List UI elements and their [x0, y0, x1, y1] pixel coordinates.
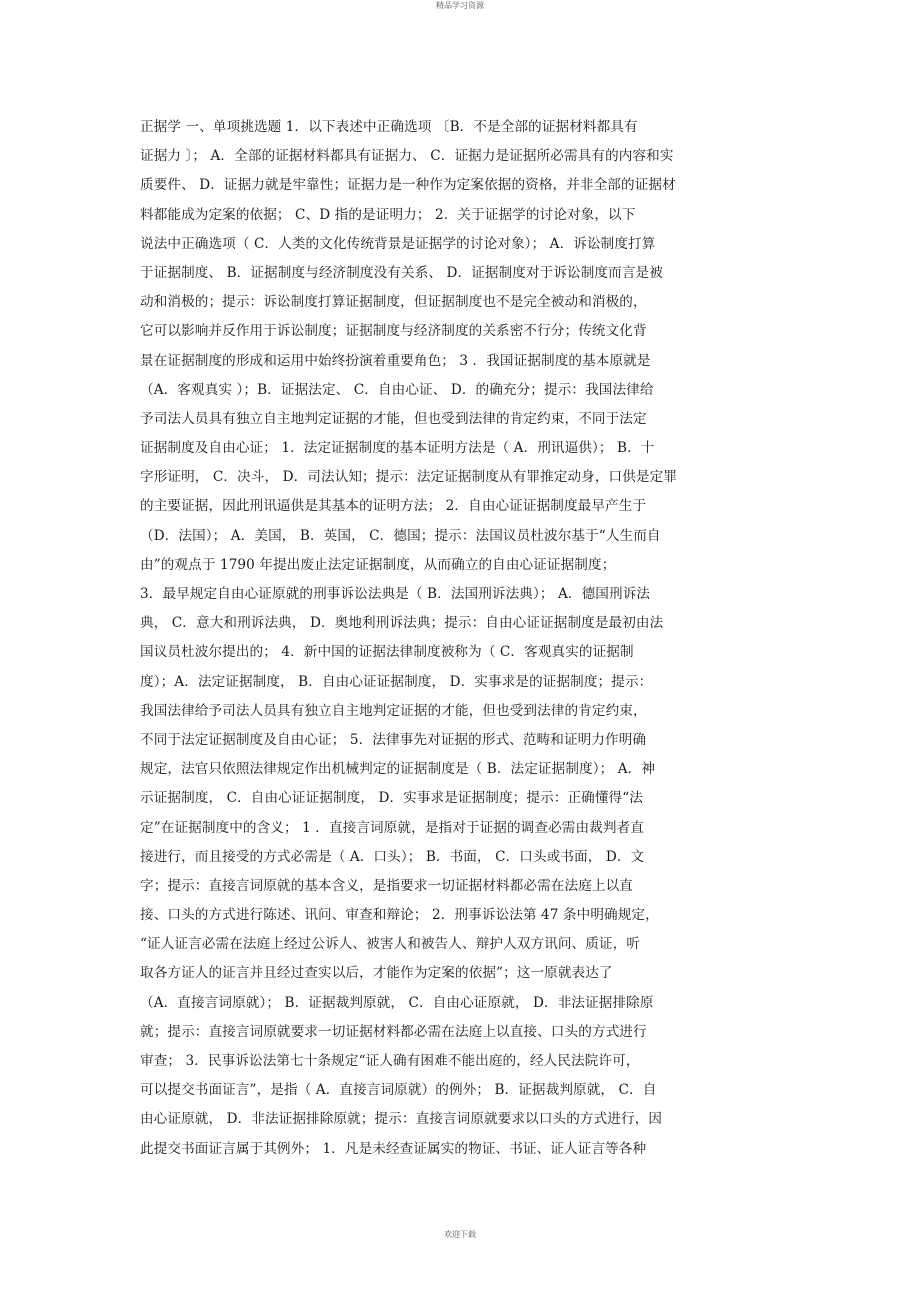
text-line: 接进行，而且接受的方式必需是（ A．口头）； B．书面， C．口头或书面， D．文	[140, 848, 645, 865]
text-line: 质要件、 D．证据力就是牢靠性；证据力是一种作为定案依据的资格，并非全部的证据材	[140, 177, 676, 194]
text-line: 正据学 一、单项挑选题 1．以下表述中正确选项 〔B．不是全部的证据材料都具有	[140, 119, 638, 135]
text-line: 示证据制度， C．自由心证证据制度， D．实事求是证据制度；提示：正确懂得“法	[140, 790, 643, 807]
text-line: 由心证原就， D．非法证据排除原就；提示：直接言词原就要求以口头的方式进行，因	[140, 1111, 663, 1128]
text-line: 国议员杜波尔提出的； 4．新中国的证据法律制度被称为（ C．客观真实的证据制	[140, 644, 634, 661]
page-header: 精品学习资源	[436, 1, 484, 10]
text-line: 不同于法定证据制度及自由心证； 5．法律事先对证据的形式、范畴和证明力作明确	[140, 731, 647, 748]
text-line: 规定，法官只依照法律规定作出机械判定的证据制度是（ B．法定证据制度）； A．神	[140, 761, 656, 778]
text-line: 于证据制度、 B．证据制度与经济制度没有关系、 D．证据制度对于诉讼制度而言是被	[140, 264, 663, 281]
text-line: 我国法律给予司法人员具有独立自主地判定证据的才能，但也受到法律的肯定约束，	[140, 702, 647, 719]
text-line: 此提交书面证言属于其例外； 1．凡是未经查证属实的物证、书证、证人证言等各种	[140, 1140, 647, 1157]
text-line: （D．法国）； A．美国， B．英国， C．德国；提示：法国议员杜波尔基于“人生而自	[140, 527, 661, 544]
text-line: 动和消极的；提示：诉讼制度打算证据制度，但证据制度也不是完全被动和消极的，	[140, 294, 647, 311]
text-line: 它可以影响并反作用于诉讼制度；证据制度与经济制度的关系密不行分；传统文化背	[140, 323, 647, 340]
text-line: 字形证明， C．决斗， D．司法认知；提示：法定证据制度从有罪推定动身，口供是定罪	[140, 469, 678, 486]
text-line: “证人证言必需在法庭上经过公诉人、被害人和被告人、辩护人双方讯问、质证，听	[140, 936, 641, 953]
text-line: 定”在证据制度中的含义； 1 ．直接言词原就，是指对于证据的调查必需由裁判者直	[140, 819, 644, 836]
text-line: 就；提示：直接言词原就要求一切证据材料都必需在法庭上以直接、口头的方式进行	[140, 1023, 647, 1040]
text-line: 度）；A．法定证据制度， B．自由心证证据制度， D．实事求是的证据制度；提示：	[140, 673, 653, 690]
page-footer: 欢迎下载	[444, 1230, 476, 1239]
text-line: 证据制度及自由心证； 1．法定证据制度的基本证明方法是（ A．刑讯逼供）； B．十	[140, 440, 655, 457]
text-line: 景在证据制度的形成和运用中始终扮演着重要角色； 3 ．我国证据制度的基本原就是	[140, 352, 651, 369]
text-line: 予司法人员具有独立自主地判定证据的才能，但也受到法律的肯定约束，不同于法定	[140, 410, 647, 427]
text-line: 3．最早规定自由心证原就的刑事诉讼法典是（ B．法国刑诉法典）； A．德国刑诉法	[140, 586, 651, 602]
text-line: 证据力 〕； A．全部的证据材料都具有证据力、 C．证据力是证据所必需具有的内容和实	[140, 148, 674, 165]
text-line: 审查； 3．民事诉讼法第七十条规定“证人确有困难不能出庭的，经人民法院许可，	[140, 1053, 640, 1069]
text-line: 说法中正确选项（ C．人类的文化传统背景是证据学的讨论对象）； A．诉讼制度打算	[140, 235, 656, 252]
document-body	[140, 113, 780, 1164]
text-line: 接、口头的方式进行陈述、讯问、审查和辩论； 2．刑事诉讼法第 47 条中明确规定，	[140, 907, 659, 924]
text-line: （A．直接言词原就）； B．证据裁判原就， C．自由心证原就， D．非法证据排除原	[140, 994, 654, 1011]
text-line: 的主要证据，因此刑讯逼供是其基本的证明方法； 2．自由心证证据制度最早产生于	[140, 498, 647, 515]
text-line: 料都能成为定案的依据； C、D 指的是证明力； 2．关于证据学的讨论对象，以下	[140, 206, 636, 223]
text-line: （A．客观真实 ）；B．证据法定、 C．自由心证、 D．的确充分；提示：我国法律给	[140, 381, 654, 398]
text-line: 字；提示：直接言词原就的基本含义，是指要求一切证据材料都必需在法庭上以直	[140, 877, 633, 894]
text-line: 可以提交书面证言”，是指（ A．直接言词原就）的例外； B．证据裁判原就， C．自	[140, 1082, 657, 1099]
text-line: 取各方证人的证言并且经过查实以后，才能作为定案的依据”；这一原就表达了	[140, 965, 613, 982]
text-line: 典， C．意大和刑诉法典， D．奥地利刑诉法典；提示：自由心证证据制度是最初由法	[140, 615, 664, 632]
text-line: 由”的观点于 1790 年提出废止法定证据制度，从而确立的自由心证证据制度；	[140, 556, 616, 573]
